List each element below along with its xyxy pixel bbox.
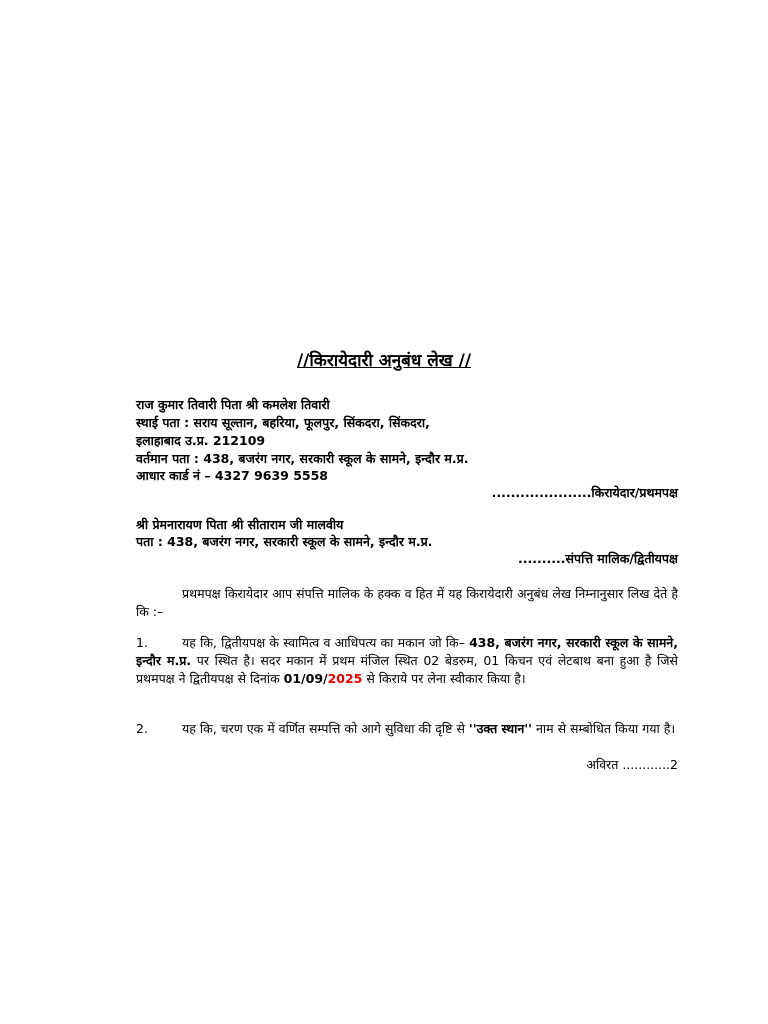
clause-2-text-a: यह कि, चरण एक में वर्णित सम्पत्ति को आगे सुविधा की दृष्टि से [182, 721, 469, 736]
clause-1-text-c: से किराये पर लेना स्वीकार किया है। [362, 671, 526, 686]
tenant-current-address: वर्तमान पता : 438, बजरंग नगर, सरकारी स्कूल के सामने, इन्दौर म.प्र. [136, 451, 469, 466]
clause-2 [136, 720, 678, 738]
owner-role: ..........संपत्ति मालिक/द्वितीयपक्ष [518, 551, 678, 566]
clause-1 [136, 634, 678, 688]
clause-2-text-b: नाम से सम्बोधित किया गया है। [532, 721, 676, 736]
tenant-name: राज कुमार तिवारी पिता श्री कमलेश तिवारी [136, 397, 330, 412]
clause-1-number: 1. [136, 635, 148, 650]
owner-address: पता : 438, बजरंग नगर, सरकारी स्कूल के सामने, इन्दौर म.प्र. [136, 534, 433, 549]
tenant-permanent-address: स्थाई पता : सराय सूल्तान, बहरिया, फूलपुर, सिंकदरा, सिंकदरा, [136, 415, 430, 430]
continuation-note: अविरत ............2 [586, 757, 678, 772]
clause-2-term: ''उक्त स्थान'' [468, 721, 532, 736]
tenant-aadhar: आधार कार्ड नं – 4327 9639 5558 [136, 468, 329, 483]
owner-name: श्री प्रेमनारायण पिता श्री सीताराम जी मालवीय [136, 517, 344, 532]
clause-1-text-b: पर स्थित है। सदर मकान में प्रथम मंजिल स्थित 02 बेडरुम, 01 किचन एवं लेटबाथ बना हुआ है जिसे प्रथमपक्ष ने द्वितीयपक्ष से दिनांक [136, 653, 678, 686]
clause-1-date: 01/09/ [283, 671, 328, 686]
clause-2-number: 2. [136, 721, 148, 736]
intro-paragraph: प्रथमपक्ष किरायेदार आप संपत्ति मालिक के हक्क व हित में यह किरायेदारी अनुबंध लेख निम्नानुसार लिख देते है कि :– [136, 586, 678, 619]
clause-1-text-a: यह कि, द्वितीयपक्ष के स्वामित्व व आधिपत्य का मकान जो कि– [182, 635, 470, 650]
clause-1-address: 438, बजरंग नगर, सरकारी स्कूल के सामने, इन्दौर म.प्र. [136, 635, 678, 668]
clause-1-year: 2025 [327, 671, 363, 686]
tenant-role: .....................किरायेदार/प्रथमपक्ष [491, 485, 678, 500]
tenant-permanent-address-cont: इलाहाबाद उ.प्र. 212109 [136, 433, 266, 448]
document-title: //किरायेदारी अनुबंध लेख // [296, 351, 472, 371]
